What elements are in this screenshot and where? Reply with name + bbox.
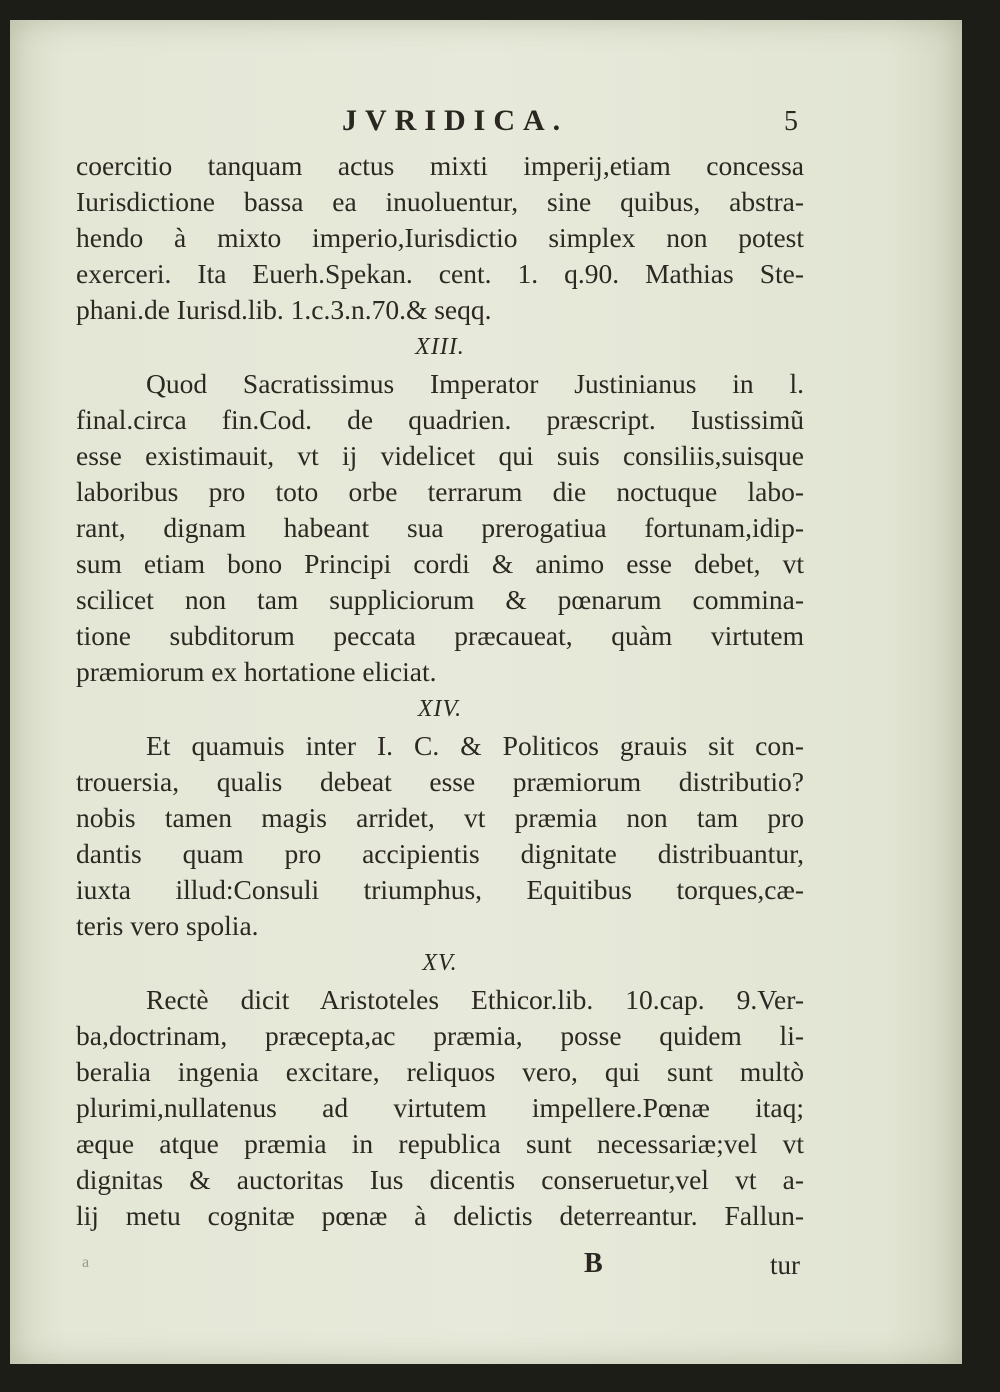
- text-line: trouersia, qualis debeat esse præmiorum distributio?: [76, 766, 804, 797]
- section-number: XIII.: [415, 334, 465, 360]
- text-line: teris vero spolia.: [76, 910, 259, 941]
- text-line: ba,doctrinam, præcepta,ac præmia, posse quidem li-: [76, 1020, 804, 1051]
- text-line: esse existimauit, vt ij videlicet qui suis consiliis,suisque: [76, 440, 804, 471]
- text-line: iuxta illud:Consuli triumphus, Equitibus torques,cæ-: [76, 874, 804, 905]
- section-number: XIV.: [417, 696, 463, 722]
- running-title: JVRIDICA.: [342, 104, 569, 137]
- text-line: laboribus pro toto orbe terrarum die noctuque labo-: [76, 476, 804, 507]
- text-line: plurimi,nullatenus ad virtutem impellere.Pœnæ itaq;: [76, 1092, 804, 1123]
- text-line: Iurisdictione bassa ea inuoluentur, sine quibus, abstra-: [76, 186, 804, 217]
- catchword: tur: [770, 1250, 800, 1280]
- text-line: tione subditorum peccata præcaueat, quàm virtutem: [76, 620, 804, 651]
- text-line: exerceri. Ita Euerh.Spekan. cent. 1. q.90. Mathias Ste-: [76, 258, 804, 289]
- faint-mark: a: [82, 1254, 90, 1271]
- text-line: Rectè dicit Aristoteles Ethicor.lib. 10.cap. 9.Ver-: [146, 984, 804, 1015]
- text-line: nobis tamen magis arridet, vt præmia non tam pro: [76, 802, 804, 833]
- paragraph: [76, 328, 804, 690]
- text-line: sum etiam bono Principi cordi & animo esse debet, vt: [76, 548, 804, 579]
- text-line: coercitio tanquam actus mixti imperij,etiam concessa: [76, 150, 804, 181]
- text-line: rant, dignam habeant sua prerogatiua fortunam,idip-: [76, 512, 804, 543]
- text-line: æque atque præmia in republica sunt necessariæ;vel vt: [76, 1128, 804, 1159]
- text-line: Quod Sacratissimus Imperator Justinianus in l.: [146, 368, 804, 399]
- page-number: 5: [784, 106, 798, 137]
- text-line: beralia ingenia excitare, reliquos vero, qui sunt multò: [76, 1056, 804, 1087]
- text-line: dantis quam pro accipientis dignitate distribuantur,: [76, 838, 804, 869]
- paragraph: [76, 148, 804, 328]
- page-footer: [76, 1248, 804, 1288]
- section-number: XV.: [422, 950, 458, 976]
- text-line: Et quamuis inter I. C. & Politicos grauis sit con-: [146, 730, 804, 761]
- paragraph: [76, 690, 804, 944]
- text-line: scilicet non tam suppliciorum & pœnarum commina-: [76, 584, 804, 615]
- page-body: [76, 148, 804, 1234]
- text-line: hendo à mixto imperio,Iurisdictio simplex non potest: [76, 222, 804, 253]
- signature-mark: B: [584, 1248, 603, 1279]
- text-line: lij metu cognitæ pœnæ à delictis deterreantur. Fallun-: [76, 1200, 804, 1231]
- text-line: phani.de Iurisd.lib. 1.c.3.n.70.& seqq.: [76, 294, 492, 325]
- page-header: [10, 102, 962, 142]
- text-line: dignitas & auctoritas Ius dicentis conseruetur,vel vt a-: [76, 1164, 804, 1195]
- text-line: final.circa fin.Cod. de quadrien. præscript. Iustissimũ: [76, 404, 804, 435]
- paragraph: [76, 944, 804, 1234]
- book-page: [10, 20, 962, 1364]
- text-line: præmiorum ex hortatione eliciat.: [76, 656, 437, 687]
